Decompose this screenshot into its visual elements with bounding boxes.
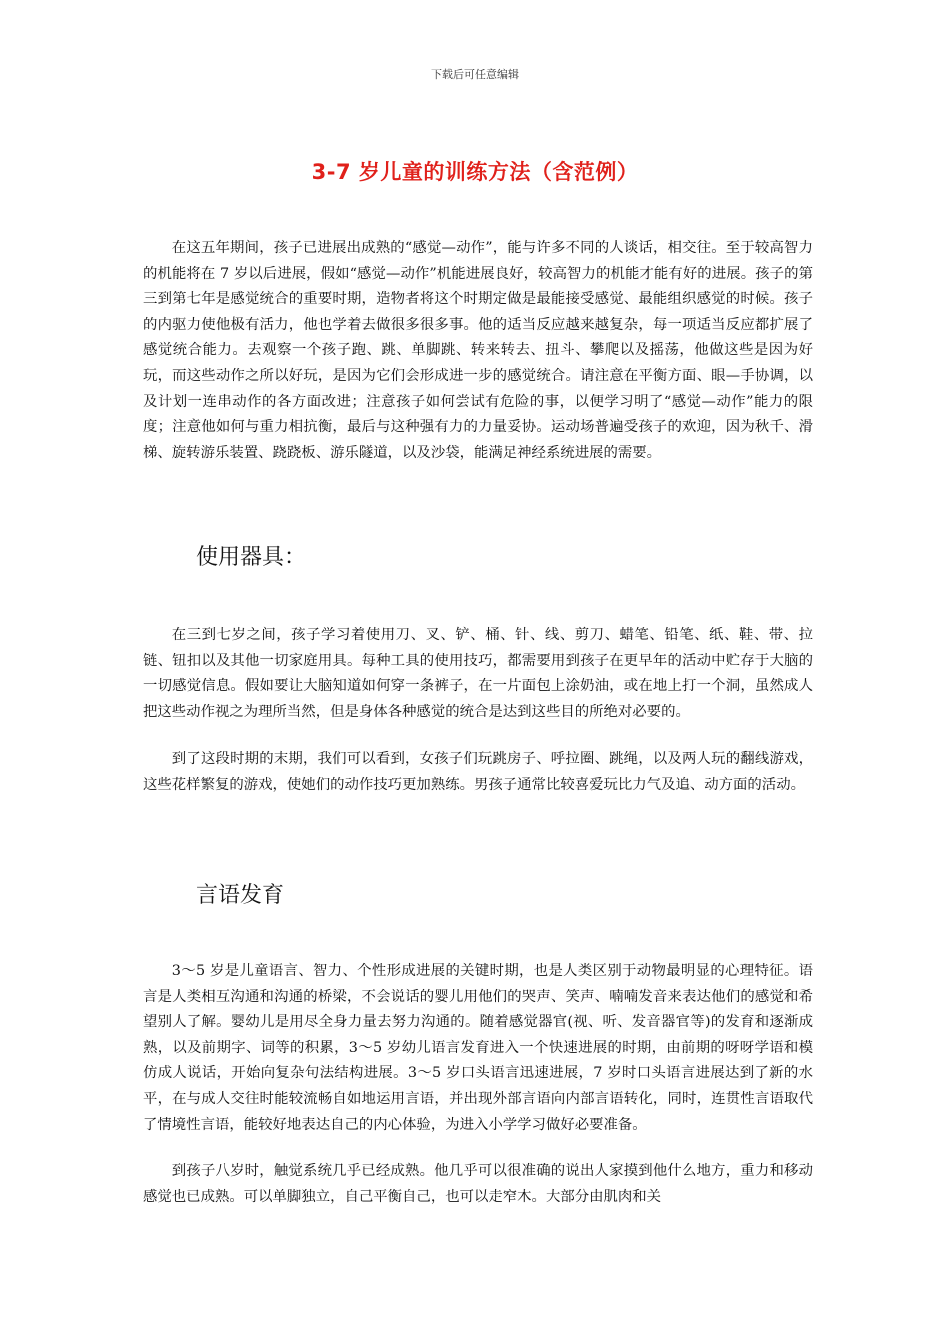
header-note: 下载后可任意编辑: [431, 68, 519, 81]
tools-paragraph-2: 到了这段时期的末期，我们可以看到，女孩子们玩跳房子、呼拉圈、跳绳，以及两人玩的翻线游戏，这些花样繁复的游戏，使她们的动作技巧更加熟练。男孩子通常比较喜爱玩比力气及追、动方面的活动。: [143, 751, 813, 793]
tools-paragraph-1: 在三到七岁之间，孩子学习着使用刀、叉、铲、桶、针、线、剪刀、蜡笔、铅笔、纸、鞋、带、拉链、钮扣以及其他一切家庭用具。每种工具的使用技巧，都需要用到孩子在更早年的活动中贮存于大脑的一切感觉信息。假如要让大脑知道如何穿一条裤子，在一片面包上涂奶油，或在地上打一个洞，虽然成人把这些动作视之为理所当然，但是身体各种感觉的统合是达到这些目的所绝对必要的。: [143, 627, 813, 720]
page-title: 3-7 岁儿童的训练方法（含范例）: [311, 160, 639, 184]
language-paragraph-1: 3～5 岁是儿童语言、智力、个性形成进展的关键时期，也是人类区别于动物最明显的心理特征。语言是人类相互沟通和沟通的桥梁，不会说话的婴儿用他们的哭声、笑声、喃喃发音来表达他们的感觉和希望别人了解。婴幼儿是用尽全身力量去努力沟通的。随着感觉器官(视、听、发音器官等)的发育和逐渐成熟，以及前期字、词等的积累，3～5 岁幼儿语言发育进入一个快速进展的时期，由前期的呀呀学语和模仿成人说话，开始向复杂句法结构进展。3～5 岁口头语言迅速进展，7 岁时口头语言进展达到了新的水平，在与成人交往时能较流畅自如地运用言语，并出现外部言语向内部言语转化，同时，连贯性言语取代了情境性言语，能较好地表达自己的内心体验，为进入小学学习做好必要准备。: [143, 963, 813, 1133]
intro-paragraph: 在这五年期间，孩子已进展出成熟的“感觉—动作”，能与许多不同的人谈话，相交往。至于较高智力的机能将在 7 岁以后进展，假如“感觉—动作”机能进展良好，较高智力的机能才能有好的进展。孩子的第三到第七年是感觉统合的重要时期，造物者将这个时期定做是最能接受感觉、最能组织感觉的时候。孩子的内驱力使他极有活力，他也学着去做很多很多事。他的适当反应越来越复杂，每一项适当反应都扩展了感觉统合能力。去观察一个孩子跑、跳、单脚跳、转来转去、扭斗、攀爬以及摇荡，他做这些是因为好玩，而这些动作之所以好玩，是因为它们会形成进一步的感觉统合。请注意在平衡方面、眼—手协调，以及计划一连串动作的各方面改进；注意孩子如何尝试有危险的事，以便学习明了“感觉—动作”能力的限度；注意他如何与重力相抗衡，最后与这种强有力的力量妥协。运动场普遍受孩子的欢迎，因为秋千、滑梯、旋转游乐装置、跷跷板、游乐隧道，以及沙袋，能满足神经系统进展的需要。: [143, 240, 813, 461]
section-heading-language: 言语发育: [196, 883, 285, 908]
section-heading-tools: 使用器具：: [196, 545, 307, 570]
language-paragraph-2: 到孩子八岁时，触觉系统几乎已经成熟。他几乎可以很准确的说出人家摸到他什么地方，重力和移动感觉也已成熟。可以单脚独立，自己平衡自己，也可以走窄木。大部分由肌肉和关: [143, 1163, 813, 1205]
